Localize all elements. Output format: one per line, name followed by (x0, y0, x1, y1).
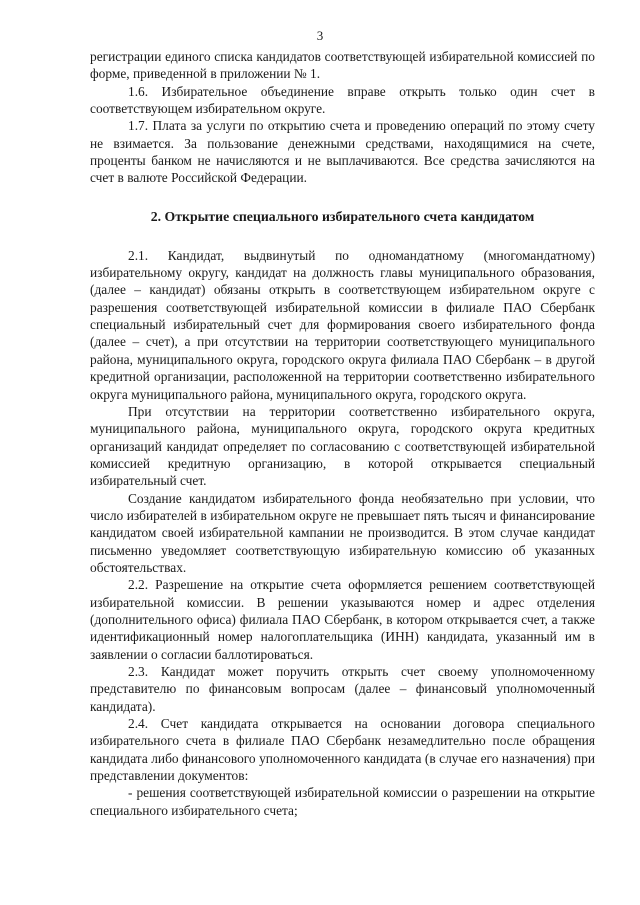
paragraph-1-6: 1.6. Избирательное объединение вправе открыть только один счет в соответствующем избирательном округе. (90, 83, 595, 117)
list-item-commission-decision: - решения соответствующей избирательной комиссии о разрешении на открытие специального избирательного счета; (90, 785, 595, 818)
paragraph-2-4: 2.4. Счет кандидата открывается на основании договора специального избирательного счета в филиале ПАО Сбербанк незамедлительно после обращения кандидата либо финансового уполномоченного кандидата (в случае его назначения) при представлении документов: (90, 716, 595, 784)
paragraph-no-credit-org: При отсутствии на территории соответственно избирательного округа, муниципального района, муниципального округа, городского округа кредитных организаций кандидат определяет по согласованию с соответствующей избирательной комиссией кредитную организацию, в которой открывается специальный избирательный счет. (90, 403, 595, 489)
paragraph-continuation: регистрации единого списка кандидатов соответствующей избирательной комиссией по форме, приведенной в приложении № 1. (90, 49, 595, 82)
page-number: 3 (316, 28, 324, 43)
section-heading: 2. Открытие специального избирательного счета кандидатом (150, 208, 535, 224)
document-body (90, 48, 595, 819)
paragraph-fund-optional: Создание кандидатом избирательного фонда необязательно при условии, что число избирателей в избирательном округе не превышает пять тысяч и финансирование кандидатом своей избирательной кампании не производится. В этом случае кандидат письменно уведомляет соответствующую избирательную комиссию об указанных обстоятельствах. (90, 490, 595, 575)
paragraph-1-7: 1.7. Плата за услуги по открытию счета и проведению операций по этому счету не взимается. За пользование денежными средствами, находящимися на счете, проценты банком не начисляются и не выплачиваются. Все средства зачисляются на счет в валюте Российской Федерации. (90, 118, 595, 186)
paragraph-2-1: 2.1. Кандидат, выдвинутый по одномандатному (многомандатному) избирательному округу, кандидат на должность главы муниципального образования, (далее – кандидат) обязаны открыть в соответствующем избирательном округе с разрешения соответствующей избирательной комиссии в филиале ПАО Сбербанк специальный избирательный счет для формирования своего избирательного фонда (далее – счет), а при отсутствии на территории соответствующего муниципального района, муниципального округа, городского округа филиала ПАО Сбербанк – в другой кредитной организации, расположенной на территории соответственно избирательного округа муниципального района, муниципального округа, городского округа. (90, 247, 595, 402)
paragraph-2-2: 2.2. Разрешение на открытие счета оформляется решением соответствующей избирательной комиссии. В решении указываются номер и адрес отделения (дополнительного офиса) филиала ПАО Сбербанк, в котором открывается счет, а также идентификационный номер налогоплательщика (ИНН) кандидата, указанный им в заявлении о согласии баллотироваться. (90, 577, 595, 662)
paragraph-2-3: 2.3. Кандидат может поручить открыть счет своему уполномоченному представителю по финансовым вопросам (далее – финансовый уполномоченный кандидата). (90, 664, 595, 714)
